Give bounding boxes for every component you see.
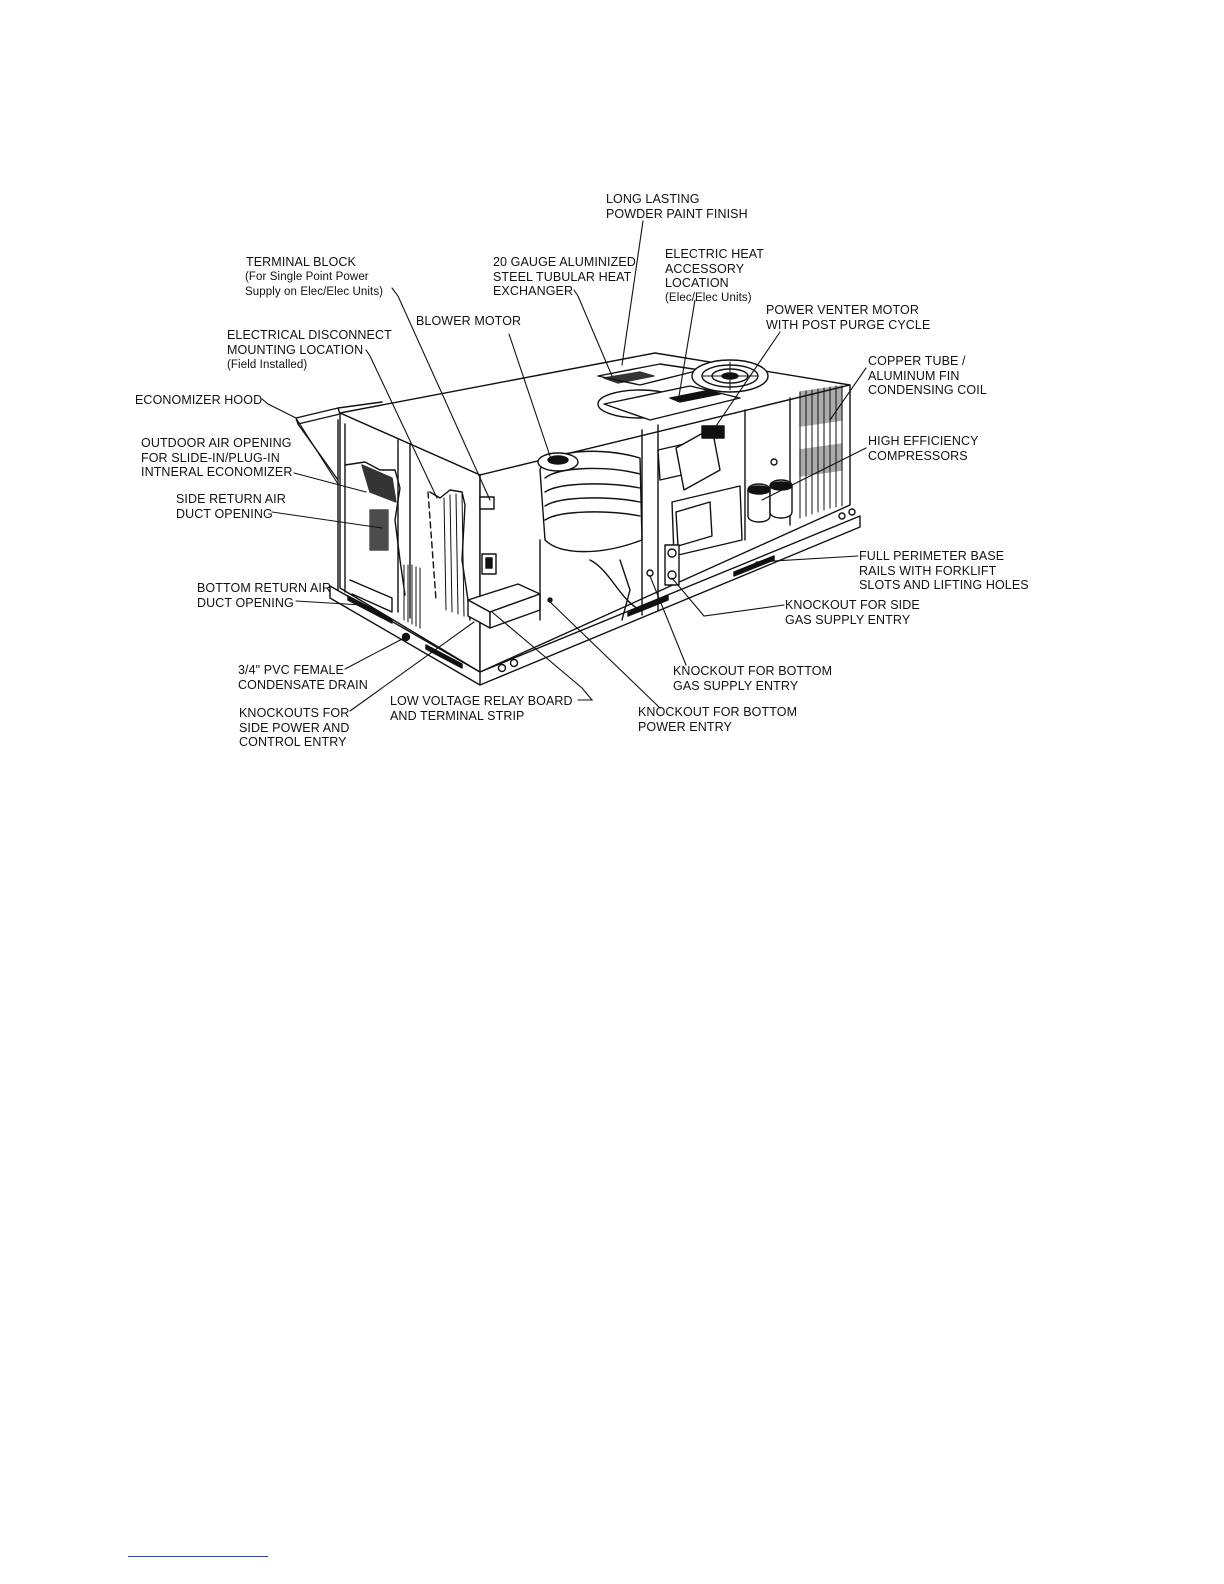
label-bottom-gas: KNOCKOUT FOR BOTTOM GAS SUPPLY ENTRY	[673, 664, 833, 693]
label-condensate-drain: 3/4" PVC FEMALE CONDENSATE DRAIN	[238, 663, 368, 692]
footnote-rule	[128, 1556, 268, 1557]
leader-economizer-hood-2	[296, 418, 338, 484]
label-side-gas: KNOCKOUT FOR SIDE GAS SUPPLY ENTRY	[785, 598, 920, 627]
label-electric-heat: ELECTRIC HEAT ACCESSORY LOCATION	[665, 247, 764, 290]
leader-heat-exchanger	[574, 290, 612, 376]
label-electric-heat-note: (Elec/Elec Units)	[665, 292, 752, 304]
label-side-return: SIDE RETURN AIR DUCT OPENING	[176, 492, 286, 521]
label-base-rails: FULL PERIMETER BASE RAILS WITH FORKLIFT SLOTS AND LIFTING HOLES	[859, 549, 1029, 592]
rooftop-unit-illustration	[296, 353, 860, 685]
label-blower-motor: BLOWER MOTOR	[416, 314, 522, 328]
label-heat-exchanger: 20 GAUGE ALUMINIZED STEEL TUBULAR HEAT EXCHANGER	[493, 255, 636, 298]
label-electrical-disconnect-note: (Field Installed)	[227, 359, 308, 371]
label-bottom-return: BOTTOM RETURN AIR DUCT OPENING	[197, 581, 332, 610]
label-terminal-block-note: (For Single Point Power Supply on Elec/Elec Units)	[245, 271, 384, 298]
label-relay-board: LOW VOLTAGE RELAY BOARD AND TERMINAL STRIP	[390, 694, 573, 723]
label-economizer-hood: ECONOMIZER HOOD	[135, 393, 263, 407]
label-outdoor-air-opening: OUTDOOR AIR OPENING FOR SLIDE-IN/PLUG-IN INTNERAL ECONOMIZER	[141, 436, 293, 479]
label-long-lasting-paint: LONG LASTING POWDER PAINT FINISH	[606, 192, 748, 221]
label-terminal-block: TERMINAL BLOCK	[246, 255, 356, 269]
label-compressors: HIGH EFFICIENCY COMPRESSORS	[868, 434, 979, 463]
label-condensing-coil: COPPER TUBE / ALUMINUM FIN CONDENSING COIL	[868, 354, 987, 397]
label-power-venter: POWER VENTER MOTOR WITH POST PURGE CYCLE	[766, 303, 931, 332]
label-bottom-power: KNOCKOUT FOR BOTTOM POWER ENTRY	[638, 705, 798, 734]
label-electrical-disconnect: ELECTRICAL DISCONNECT MOUNTING LOCATION	[227, 328, 392, 357]
leader-economizer-hood	[262, 399, 296, 418]
label-side-power: KNOCKOUTS FOR SIDE POWER AND CONTROL ENTRY	[239, 706, 350, 749]
